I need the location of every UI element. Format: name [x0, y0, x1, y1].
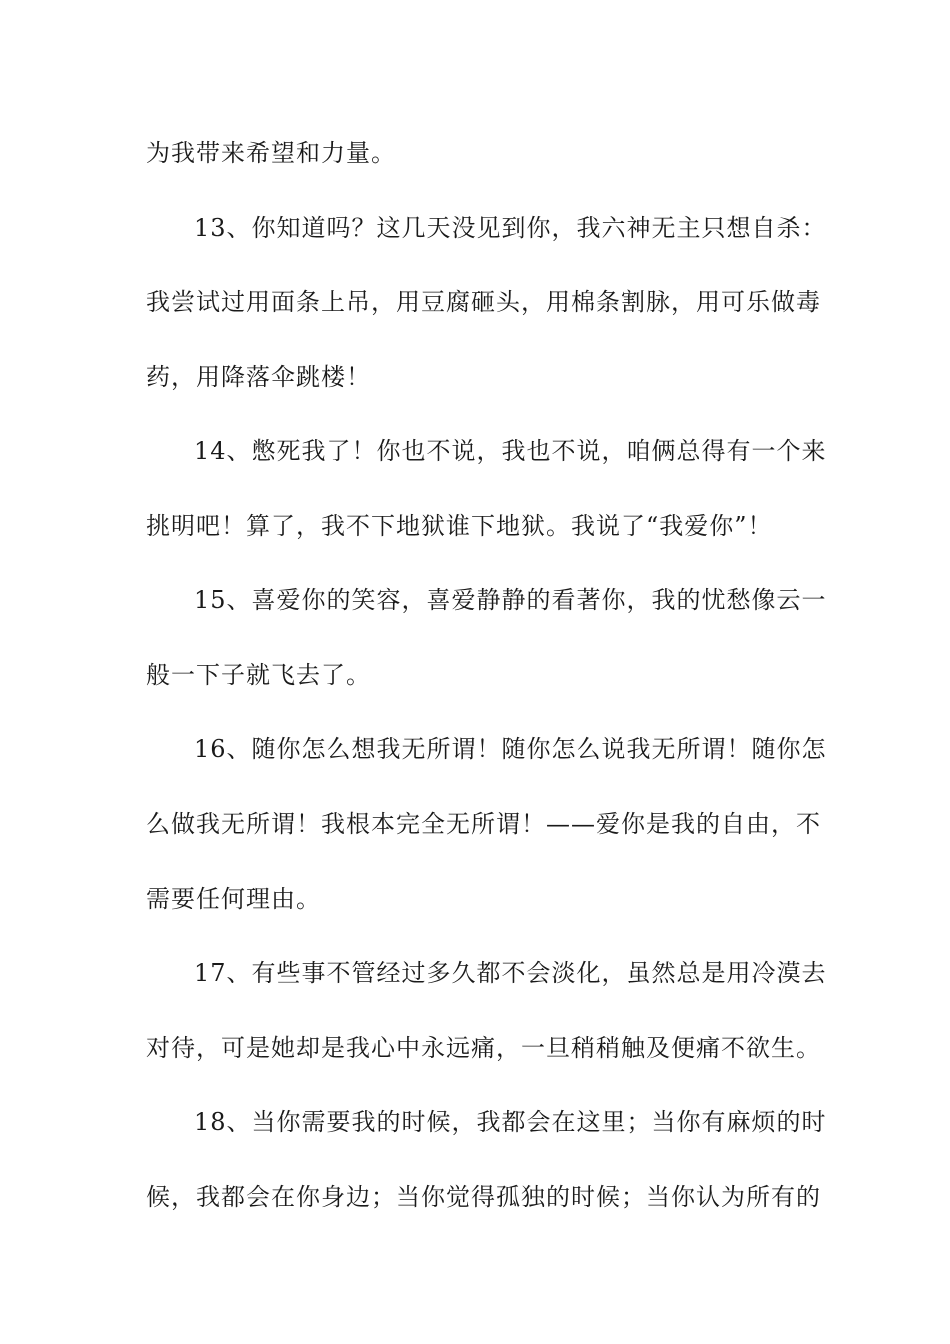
text-line: 17、有些事不管经过多久都不会淡化，虽然总是用冷漠去 — [194, 959, 827, 987]
text-line: 般一下子就飞去了。 — [146, 661, 371, 689]
text-line: 我尝试过用面条上吊，用豆腐砸头，用棉条割脉，用可乐做毒 — [146, 288, 821, 316]
text-line: 需要任何理由。 — [146, 885, 321, 913]
text-line: 15、喜爱你的笑容，喜爱静静的看著你，我的忧愁像云一 — [194, 586, 827, 614]
text-line: 16、随你怎么想我无所谓！随你怎么说我无所谓！随你怎 — [194, 735, 827, 763]
text-line: 药，用降落伞跳楼！ — [146, 363, 371, 391]
text-line: 13、你知道吗？这几天没见到你，我六神无主只想自杀： — [194, 214, 827, 242]
text-line: 18、当你需要我的时候，我都会在这里；当你有麻烦的时 — [194, 1108, 827, 1136]
text-line: 对待，可是她却是我心中永远痛，一旦稍稍触及便痛不欲生。 — [146, 1034, 821, 1062]
text-line: 为我带来希望和力量。 — [146, 139, 396, 167]
text-line: 么做我无所谓！我根本完全无所谓！——爱你是我的自由，不 — [146, 810, 821, 838]
text-line: 挑明吧！算了，我不下地狱谁下地狱。我说了“我爱你”！ — [146, 512, 773, 540]
text-line: 候，我都会在你身边；当你觉得孤独的时候；当你认为所有的 — [146, 1183, 821, 1211]
text-line: 14、憋死我了！你也不说，我也不说，咱俩总得有一个来 — [194, 437, 827, 465]
